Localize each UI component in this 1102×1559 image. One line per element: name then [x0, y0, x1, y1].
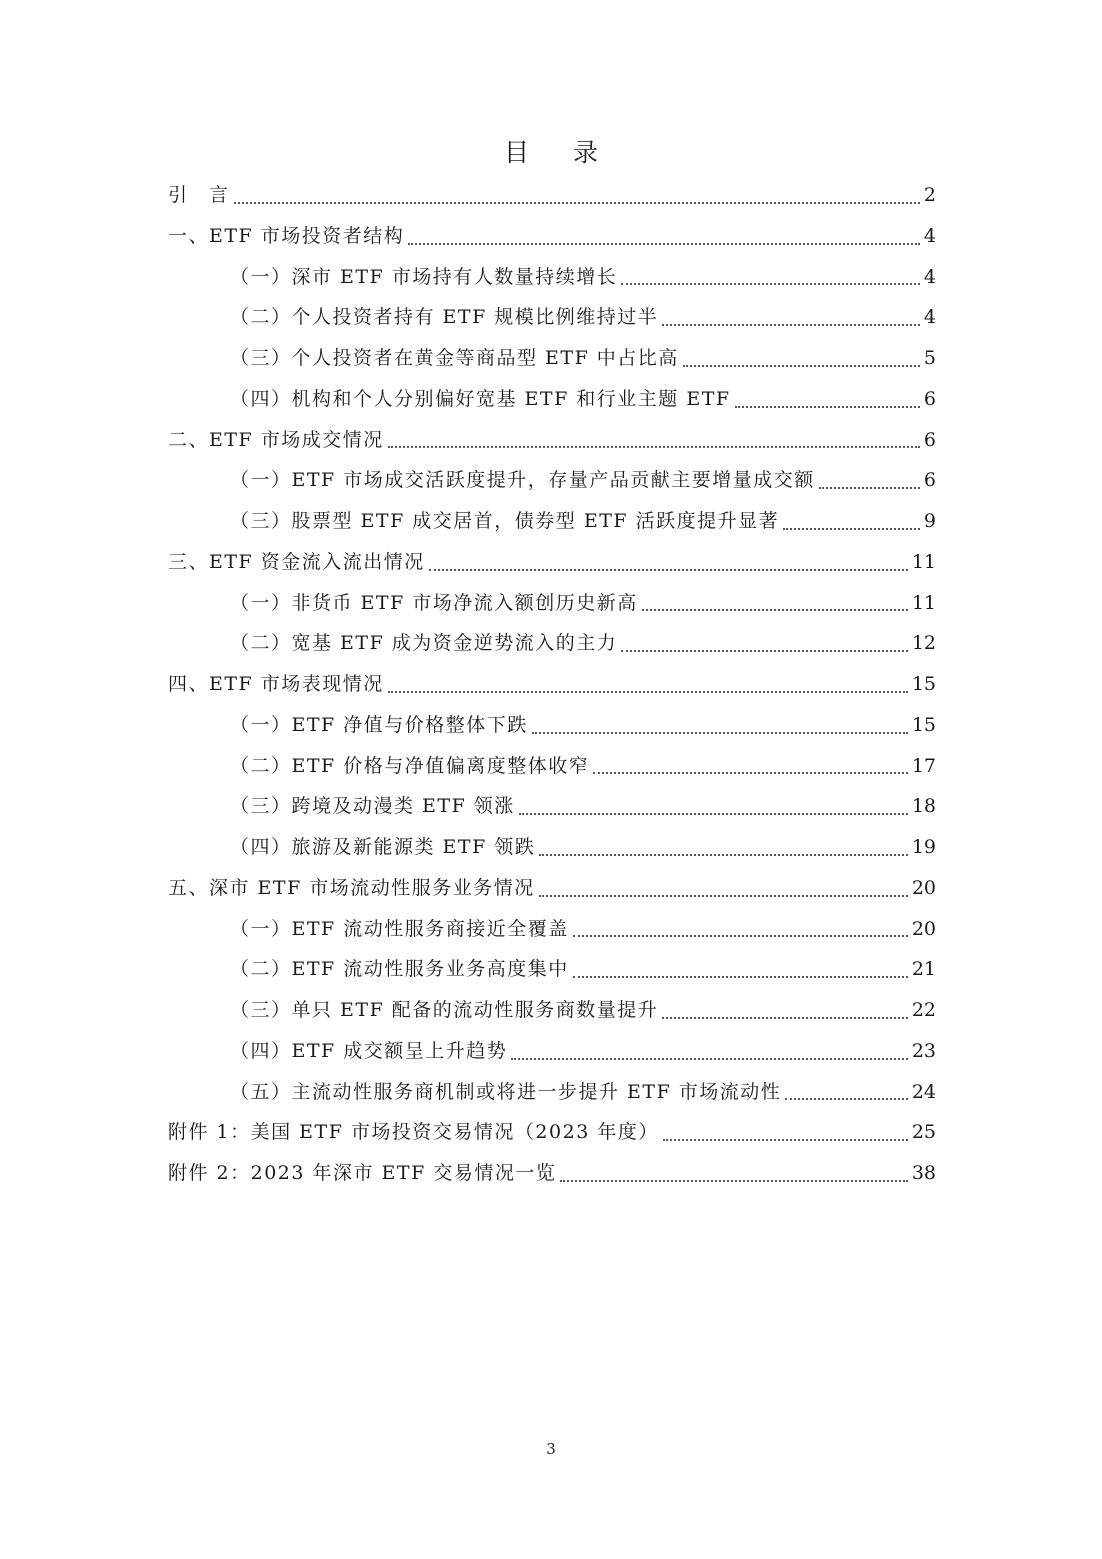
toc-leader-dots [234, 202, 920, 204]
toc-entry[interactable] [168, 623, 936, 664]
toc-entry-page: 6 [923, 387, 936, 410]
toc-entry-label: （二）宽基 ETF 成为资金逆势流入的主力 [230, 632, 618, 655]
toc-entry[interactable] [168, 786, 936, 827]
toc-entry[interactable] [168, 460, 936, 501]
toc-leader-dots [532, 732, 908, 734]
toc-entry[interactable] [168, 1112, 936, 1153]
toc-entry-page: 22 [911, 999, 936, 1021]
toc-entry-label: （一）ETF 市场成交活跃度提升，存量产品贡献主要增量成交额 [230, 469, 815, 492]
toc-entry-page: 5 [923, 347, 936, 369]
toc-leader-dots [388, 446, 920, 448]
toc-entry-label: 四、ETF 市场表现情况 [168, 673, 384, 695]
toc-leader-dots [408, 243, 920, 245]
toc-entry-label: （五）主流动性服务商机制或将进一步提升 ETF 市场流动性 [230, 1080, 782, 1103]
toc-entry-label: （一）ETF 净值与价格整体下跌 [230, 713, 528, 736]
toc-entry[interactable] [168, 909, 936, 950]
toc-entry[interactable] [168, 990, 936, 1031]
toc-entry-label: （四）ETF 成交额呈上升趋势 [230, 1039, 508, 1062]
toc-leader-dots [819, 487, 920, 489]
toc-entry-label: 五、深市 ETF 市场流动性服务业务情况 [168, 876, 535, 899]
toc-entry[interactable] [168, 1072, 936, 1113]
toc-entry[interactable] [168, 868, 936, 909]
toc-leader-dots [663, 1139, 908, 1141]
toc-entry-label: （三）单只 ETF 配备的流动性服务商数量提升 [230, 999, 659, 1021]
toc-leader-dots [662, 324, 920, 326]
table-of-contents [168, 175, 936, 1194]
toc-leader-dots [539, 895, 908, 897]
toc-entry-page: 11 [911, 550, 936, 573]
toc-leader-dots [783, 528, 920, 530]
toc-leader-dots [573, 976, 908, 978]
toc-entry[interactable] [168, 175, 936, 216]
toc-entry-label: （一）ETF 流动性服务商接近全覆盖 [230, 917, 569, 940]
toc-entry-page: 24 [911, 1080, 936, 1103]
toc-leader-dots [683, 365, 920, 367]
toc-entry-label: 引 言 [168, 184, 230, 206]
toc-entry-label: （一）深市 ETF 市场持有人数量持续增长 [230, 265, 618, 288]
toc-entry[interactable] [168, 705, 936, 746]
toc-entry[interactable] [168, 379, 936, 420]
toc-entry-page: 11 [911, 591, 936, 614]
toc-entry[interactable] [168, 216, 936, 257]
toc-entry-page: 4 [923, 224, 936, 247]
toc-entry-page: 20 [911, 876, 936, 899]
toc-entry[interactable] [168, 746, 936, 787]
toc-leader-dots [388, 691, 908, 693]
toc-entry-page: 2 [923, 184, 936, 206]
toc-entry-page: 12 [911, 632, 936, 655]
toc-leader-dots [642, 609, 908, 611]
toc-entry[interactable] [168, 297, 936, 338]
toc-entry[interactable] [168, 257, 936, 298]
toc-entry[interactable] [168, 583, 936, 624]
toc-entry[interactable] [168, 1031, 936, 1072]
toc-leader-dots [621, 283, 920, 285]
toc-leader-dots [511, 1058, 908, 1060]
toc-entry-label: （一）非货币 ETF 市场净流入额创历史新高 [230, 591, 638, 614]
toc-entry-label: 一、ETF 市场投资者结构 [168, 224, 405, 247]
toc-leader-dots [429, 569, 908, 571]
toc-entry-page: 17 [911, 754, 936, 777]
toc-entry-page: 20 [911, 917, 936, 940]
toc-entry-label: 二、ETF 市场成交情况 [168, 428, 384, 451]
toc-entry-label: 三、ETF 资金流入流出情况 [168, 550, 425, 573]
toc-leader-dots [539, 854, 908, 856]
toc-entry-label: （三）个人投资者在黄金等商品型 ETF 中占比高 [230, 347, 679, 369]
page-number: 3 [546, 1440, 556, 1458]
toc-entry-page: 6 [923, 428, 936, 451]
toc-title: 目 录 [504, 138, 616, 167]
toc-leader-dots [621, 650, 908, 652]
toc-entry[interactable] [168, 542, 936, 583]
toc-entry-page: 4 [923, 265, 936, 288]
toc-entry-label: 附件 2：2023 年深市 ETF 交易情况一览 [168, 1162, 557, 1184]
toc-entry-label: 附件 1：美国 ETF 市场投资交易情况（2023 年度） [168, 1121, 659, 1144]
toc-entry-label: （二）ETF 流动性服务业务高度集中 [230, 958, 569, 981]
toc-entry-label: （三）跨境及动漫类 ETF 领涨 [230, 795, 515, 818]
toc-entry[interactable] [168, 501, 936, 542]
toc-entry-page: 15 [911, 713, 936, 736]
toc-leader-dots [735, 406, 920, 408]
toc-entry-page: 4 [923, 306, 936, 329]
toc-leader-dots [593, 772, 908, 774]
toc-entry-page: 6 [923, 469, 936, 492]
toc-entry-page: 25 [911, 1121, 936, 1144]
toc-entry-page: 21 [911, 958, 936, 981]
toc-entry[interactable] [168, 827, 936, 868]
toc-entry-page: 18 [911, 795, 936, 818]
toc-leader-dots [785, 1098, 908, 1100]
toc-leader-dots [560, 1180, 907, 1182]
toc-entry-page: 15 [911, 673, 936, 695]
toc-entry-page: 23 [911, 1039, 936, 1062]
toc-entry-page: 38 [911, 1162, 936, 1184]
toc-entry-page: 9 [923, 510, 936, 532]
toc-entry-label: （三）股票型 ETF 成交居首，债券型 ETF 活跃度提升显著 [230, 510, 780, 532]
toc-entry[interactable] [168, 420, 936, 461]
toc-entry[interactable] [168, 664, 936, 705]
toc-leader-dots [662, 1017, 908, 1019]
toc-entry[interactable] [168, 949, 936, 990]
toc-entry-label: （四）机构和个人分别偏好宽基 ETF 和行业主题 ETF [230, 387, 731, 410]
toc-leader-dots [519, 813, 908, 815]
toc-entry-label: （二）ETF 价格与净值偏离度整体收窄 [230, 754, 590, 777]
toc-entry[interactable] [168, 338, 936, 379]
toc-entry-page: 19 [911, 836, 936, 858]
toc-leader-dots [573, 935, 908, 937]
toc-entry[interactable] [168, 1153, 936, 1194]
toc-entry-label: （二）个人投资者持有 ETF 规模比例维持过半 [230, 306, 659, 329]
toc-entry-label: （四）旅游及新能源类 ETF 领跌 [230, 836, 536, 858]
